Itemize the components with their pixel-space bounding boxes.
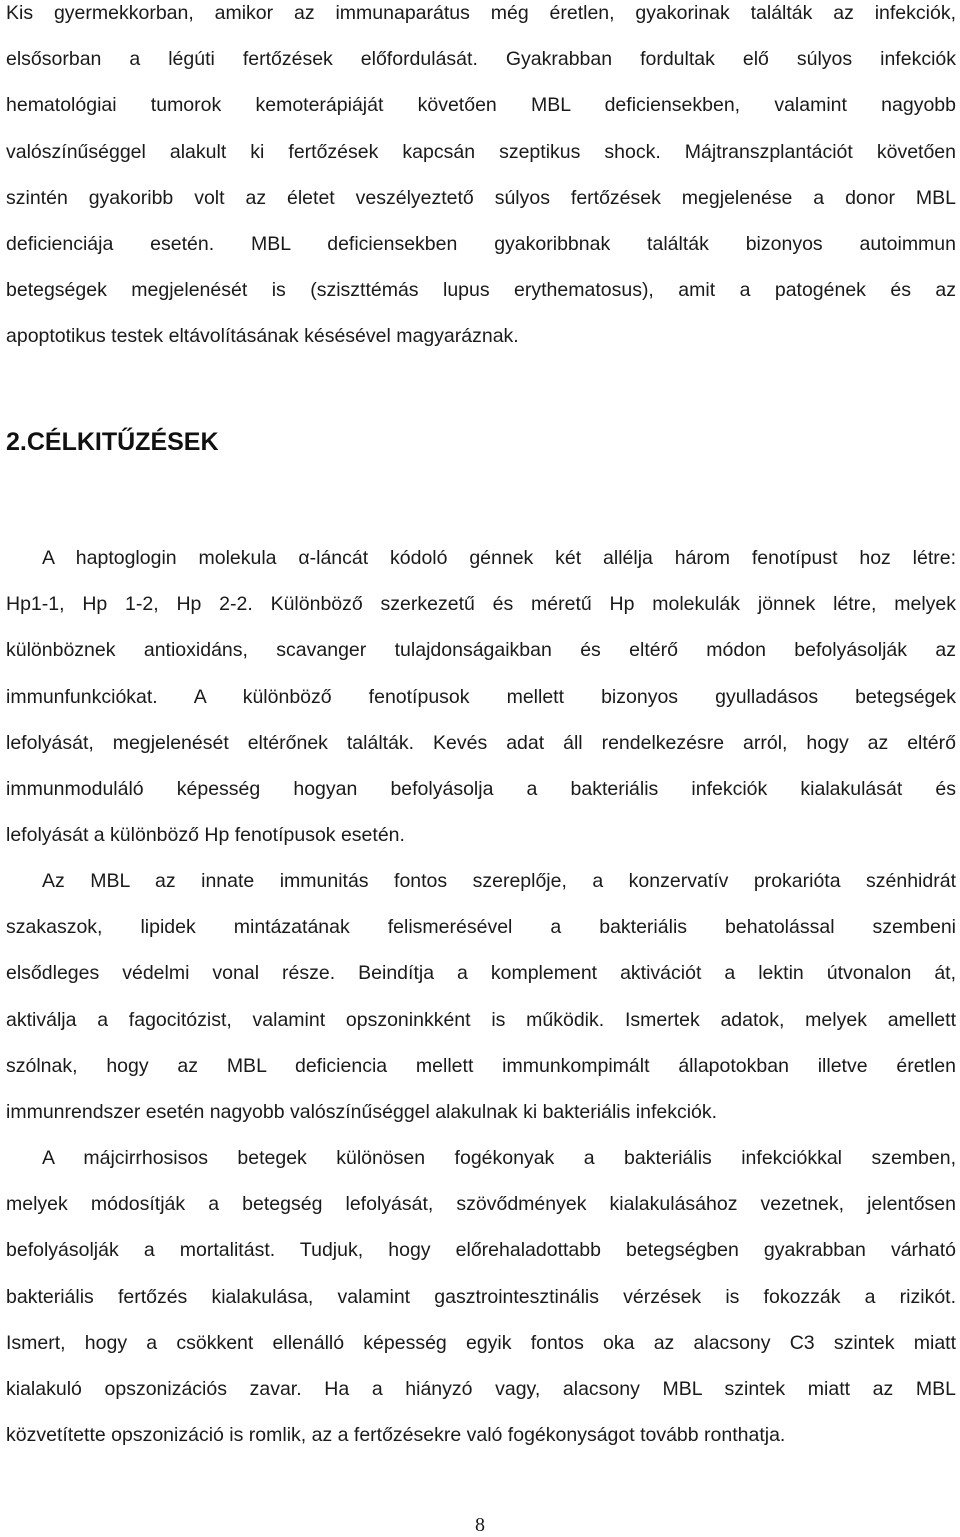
paragraph-mbl (6, 858, 956, 1135)
paragraph-line: szólnak, hogy az MBL deficiencia mellett immunkompimált állapotokban illetve éretlen (6, 1054, 956, 1077)
paragraph-line: immunrendszer esetén nagyobb valószínűséggel alakulnak ki bakteriális infekciók. (6, 1101, 718, 1124)
paragraph-line: szakaszok, lipidek mintázatának felismerésével a bakteriális behatolással szembeni (6, 916, 956, 939)
paragraph-line: lefolyását, megjelenését eltérőnek találták. Kevés adat áll rendelkezésre arról, hogy az eltérő (6, 731, 956, 754)
paragraph-line: A haptoglogin molekula α-láncát kódoló génnek két allélja három fenotípust hoz létre: (42, 547, 956, 569)
paragraph-line: különböznek antioxidáns, scavanger tulajdonságaikban és eltérő módon befolyásolják az (6, 639, 956, 662)
paragraph-line: melyek módosítják a betegség lefolyását, szövődmények kialakulásához vezetnek, jelentősen (6, 1193, 956, 1216)
paragraph-line: lefolyását a különböző Hp fenotípusok esetén. (6, 824, 405, 847)
paragraph-line: Az MBL az innate immunitás fontos szereplője, a konzervatív prokarióta szénhidrát (42, 870, 956, 892)
paragraph-line: Ismert, hogy a csökkent ellenálló képesség egyik fontos oka az alacsony C3 szintek miatt (6, 1331, 956, 1354)
page-number: 8 (475, 1514, 485, 1536)
intro-line: betegségek megjelenését is (sziszttémás lupus erythematosus), amit a patogének és az (6, 279, 956, 302)
intro-line: deficienciája esetén. MBL deficiensekben gyakoribbnak találták bizonyos autoimmun (6, 233, 956, 256)
paragraph-line: aktiválja a fagocitózist, valamint opszoninkként is működik. Ismertek adatok, melyek amellett (6, 1008, 956, 1031)
intro-line: szintén gyakoribb volt az életet veszélyeztető súlyos fertőzések megjelenése a donor MBL (6, 186, 956, 209)
paragraph-cirrhosis (6, 1135, 956, 1458)
section-heading: 2.CÉLKITŰZÉSEK (6, 428, 219, 456)
paragraph-line: befolyásolják a mortalitást. Tudjuk, hogy előrehaladottabb betegségben gyakrabban várható (6, 1239, 956, 1262)
paragraph-line: kialakuló opszonizációs zavar. Ha a hiányzó vagy, alacsony MBL szintek miatt az MBL (6, 1378, 956, 1401)
paragraph-line: Hp1-1, Hp 1-2, Hp 2-2. Különböző szerkezetű és méretű Hp molekulák jönnek létre, melyek (6, 593, 956, 616)
intro-line: Kis gyermekkorban, amikor az immunaparátus még éretlen, gyakorinak találták az infekciók, (6, 2, 956, 24)
intro-line: apoptotikus testek eltávolításának késésével magyaráznak. (6, 325, 519, 348)
paragraph-line: immunmoduláló képesség hogyan befolyásolja a bakteriális infekciók kialakulását és (6, 778, 956, 801)
intro-line: valószínűséggel alakult ki fertőzések kapcsán szeptikus shock. Májtranszplantációt követően (6, 140, 956, 163)
paragraph-line: elsődleges védelmi vonal része. Beindítja a komplement aktivációt a lektin útvonalon át, (6, 962, 956, 985)
paragraph-line: bakteriális fertőzés kialakulása, valamint gasztrointesztinális vérzések is fokozzák a rizikót. (6, 1285, 956, 1308)
paragraph-line: A májcirrhosisos betegek különösen fogékonyak a bakteriális infekciókkal szemben, (42, 1147, 956, 1169)
paragraph-line: immunfunkciókat. A különböző fenotípusok mellett bizonyos gyulladásos betegségek (6, 685, 956, 708)
paragraph-line: közvetítette opszonizáció is romlik, az a fertőzésekre való fogékonyságot tovább ronthatja. (6, 1424, 786, 1447)
intro-paragraph (6, 0, 956, 360)
intro-line: elsősorban a légúti fertőzések előfordulását. Gyakrabban fordultak elő súlyos infekciók (6, 48, 956, 71)
intro-line: hematológiai tumorok kemoterápiáját követően MBL deficiensekben, valamint nagyobb (6, 94, 956, 117)
paragraph-haptoglobin (6, 535, 956, 858)
